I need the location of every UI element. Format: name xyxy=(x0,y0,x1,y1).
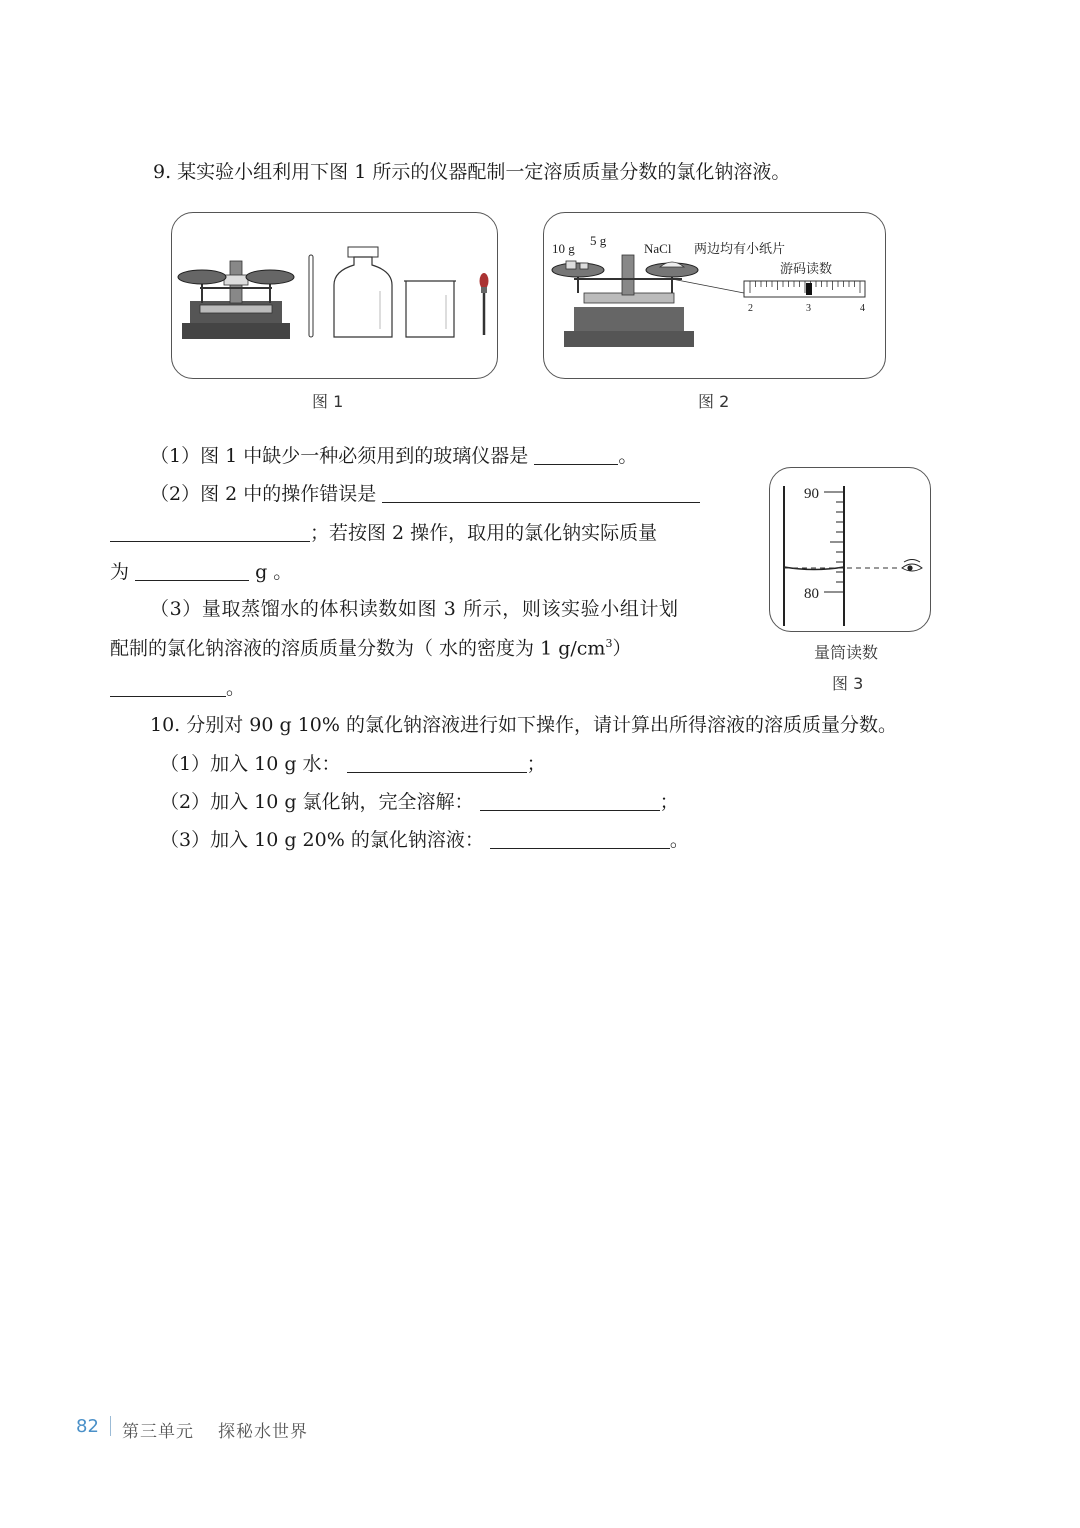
q9-part1-end: 。 xyxy=(618,445,638,467)
q9-part2-text: （2）图 2 中的操作错误是 xyxy=(150,483,377,505)
beaker-icon xyxy=(404,281,456,337)
q9-part1-text: （1）图 1 中缺少一种必须用到的玻璃仪器是 xyxy=(150,445,529,467)
footer-divider xyxy=(110,1416,111,1436)
q9-part1-blank[interactable] xyxy=(534,446,618,465)
q9-part2-text-b: ；若按图 2 操作，取用的氯化钠实际质量 xyxy=(310,522,658,544)
q10-item-3-end: 。 xyxy=(669,829,689,851)
cylinder-label-90: 90 xyxy=(804,486,819,502)
q9-part2-line3 xyxy=(110,562,292,582)
figure-2 xyxy=(543,212,886,379)
q10-item-3-text: （3）加入 10 g 20% 的氯化钠溶液： xyxy=(160,829,484,851)
q9-part3-sup: 3 xyxy=(605,637,613,650)
q10-item-3-blank[interactable] xyxy=(490,830,670,849)
cylinder-label-80: 80 xyxy=(804,586,819,602)
balance-icon xyxy=(178,261,294,339)
q9-part2-line1 xyxy=(150,484,700,504)
q10-item-1-end: ； xyxy=(526,753,546,775)
label-5g: 5 g xyxy=(590,233,607,248)
label-10g: 10 g xyxy=(552,241,575,256)
q9-part3-line2 xyxy=(110,638,631,658)
q10-stem: 10. 分别对 90 g 10% 的氯化钠溶液进行如下操作，请计算出所得溶液的溶质质量分数。 xyxy=(150,714,897,736)
q10-item-2-end: ； xyxy=(659,791,679,813)
figure-3-title: 量筒读数 xyxy=(814,643,879,662)
q9-part3-text: 配制的氯化钠溶液的溶质质量分数为（ 水的密度为 1 g/cm xyxy=(110,637,606,660)
q9-part2-blank-b[interactable] xyxy=(110,523,310,542)
figure-1 xyxy=(171,212,498,379)
figure-2-balance xyxy=(544,213,885,378)
balance-icon xyxy=(552,255,744,347)
q10-item-1-text: （1）加入 10 g 水： xyxy=(160,753,341,775)
page-number: 82 xyxy=(76,1416,99,1437)
label-paper-note: 两边均有小纸片 xyxy=(694,241,786,256)
rider-marker xyxy=(806,283,812,295)
q9-part2-unit: g 。 xyxy=(255,561,293,583)
q9-part3-end: 。 xyxy=(226,677,246,699)
figure-3-caption: 图 3 xyxy=(832,674,864,693)
dropper-icon xyxy=(480,273,489,335)
figure-2-caption: 图 2 xyxy=(698,392,730,411)
q10-item-1-blank[interactable] xyxy=(347,754,527,773)
label-nacl: NaCl xyxy=(644,241,672,256)
q10-item-1 xyxy=(160,754,546,774)
q9-part3-line3 xyxy=(110,678,245,698)
q10-item-2 xyxy=(160,792,679,812)
figure-3-cylinder xyxy=(770,468,930,631)
footer-title: 探秘水世界 xyxy=(218,1422,308,1442)
scale-label-4: 4 xyxy=(860,303,865,314)
q9-part3-close: ） xyxy=(612,637,632,660)
q9-part2-line2 xyxy=(110,523,657,543)
figure-3 xyxy=(769,467,931,632)
q9-part3-line1: （3）量取蒸馏水的体积读数如图 3 所示，则该实验小组计划 xyxy=(150,598,679,620)
footer-unit: 第三单元 xyxy=(122,1422,194,1442)
q9-part2-mass-blank[interactable] xyxy=(135,562,249,581)
q9-part2-blank-a[interactable] xyxy=(382,484,700,503)
figure-1-caption: 图 1 xyxy=(312,392,344,411)
q9-part1 xyxy=(150,446,637,466)
q9-part3-blank[interactable] xyxy=(110,678,226,697)
q10-item-2-text: （2）加入 10 g 氯化钠，完全溶解： xyxy=(160,791,474,813)
reagent-bottle-icon xyxy=(334,247,392,337)
figure-1-apparatus xyxy=(172,213,497,378)
q9-part2-pre: 为 xyxy=(110,561,130,583)
eye-icon xyxy=(902,560,922,572)
q10-item-2-blank[interactable] xyxy=(480,792,660,811)
q10-item-3 xyxy=(160,830,689,850)
label-rider-title: 游码读数 xyxy=(780,261,833,276)
scale-label-2: 2 xyxy=(748,303,753,314)
q9-stem: 9. 某实验小组利用下图 1 所示的仪器配制一定溶质质量分数的氯化钠溶液。 xyxy=(153,161,791,183)
rider-scale xyxy=(744,281,865,297)
scale-label-3: 3 xyxy=(806,303,811,314)
glass-rod-icon xyxy=(309,255,313,337)
